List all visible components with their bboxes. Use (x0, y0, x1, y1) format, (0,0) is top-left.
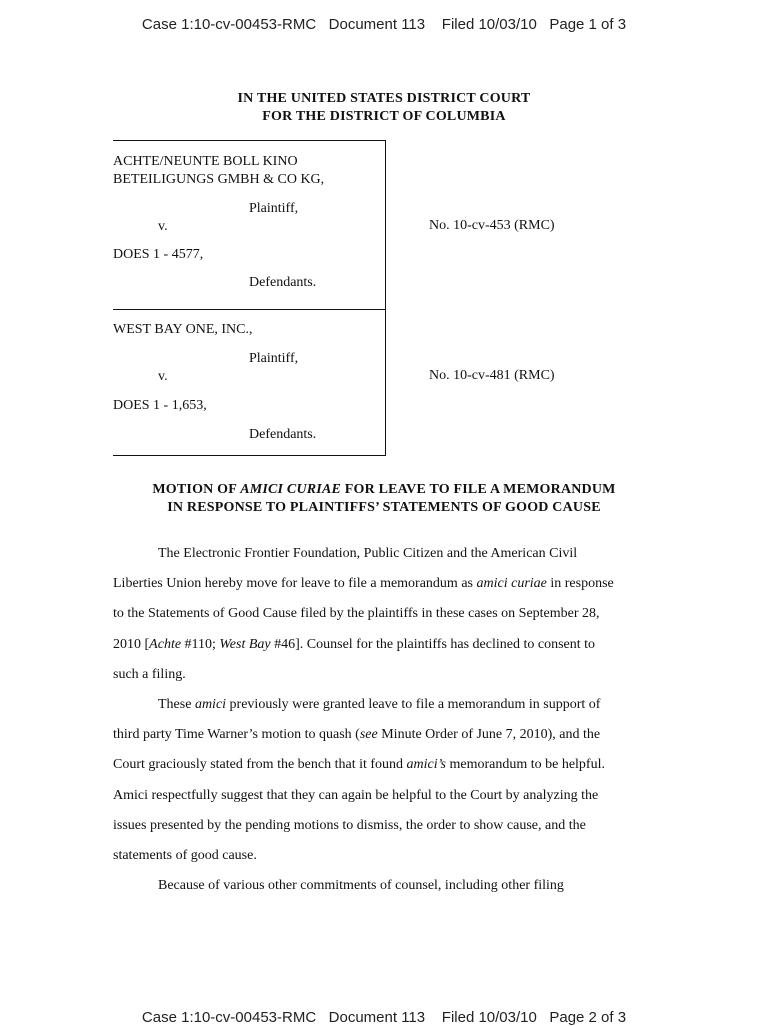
court-heading-line2: FOR THE DISTRICT OF COLUMBIA (262, 109, 506, 124)
court-heading (0, 90, 768, 126)
p2-line5: issues presented by the pending motions to dismiss, the order to show cause, and the (113, 817, 586, 833)
case1-versus: v. (158, 219, 168, 234)
motion-title-italic: AMICI CURIAE (240, 482, 342, 497)
case1-plaintiff-role: Plaintiff, (249, 201, 299, 216)
motion-title-pre: MOTION OF (152, 482, 241, 497)
case2-number: No. 10-cv-481 (RMC) (429, 368, 555, 383)
case1-defendant-role: Defendants. (249, 275, 317, 290)
paragraph-3 (113, 871, 658, 901)
p2-line6: statements of good cause. (113, 848, 257, 864)
case-caption (113, 140, 386, 456)
p3-line1: Because of various other commitments of counsel, including other filing (158, 878, 564, 894)
p1-line4: 2010 [Achte #110; West Bay #46]. Counsel for the plaintiffs has declined to consent to (113, 636, 596, 652)
paragraph-1 (113, 539, 658, 690)
case1-plaintiff-line1: ACHTE/NEUNTE BOLL KINO (113, 154, 298, 169)
motion-body (113, 539, 658, 901)
case2-plaintiff-role: Plaintiff, (249, 351, 299, 366)
p2-line1: These amici previously were granted leave to file a memorandum in support of (158, 697, 601, 713)
page-header-next: Case 1:10-cv-00453-RMC Document 113 Filed 10/03/10 Page 2 of 3 (141, 1009, 627, 1026)
case2-defendant-role: Defendants. (249, 427, 317, 442)
p2-line2: third party Time Warner’s motion to quash (see Minute Order of June 7, 2010), and the (113, 727, 601, 743)
motion-title-line2: IN RESPONSE TO PLAINTIFFS’ STATEMENTS OF GOOD CAUSE (167, 500, 601, 515)
case2-defendant: DOES 1 - 1,653, (113, 398, 207, 413)
p1-line1: The Electronic Frontier Foundation, Public Citizen and the American Civil (158, 546, 578, 561)
caption-block-case1 (113, 140, 385, 309)
case2-plaintiff: WEST BAY ONE, INC., (113, 322, 253, 337)
court-heading-line1: IN THE UNITED STATES DISTRICT COURT (237, 91, 531, 106)
case1-number: No. 10-cv-453 (RMC) (429, 218, 555, 233)
paragraph-2 (113, 690, 658, 871)
p2-line3: Court graciously stated from the bench that it found amici’s memorandum to be helpful. (113, 757, 605, 773)
case1-defendant: DOES 1 - 4577, (113, 247, 204, 262)
p1-line5: such a filing. (113, 666, 186, 682)
case2-versus: v. (158, 369, 168, 384)
case1-plaintiff-line2: BETEILIGUNGS GMBH & CO KG, (113, 172, 325, 187)
page-header: Case 1:10-cv-00453-RMC Document 113 Filed 10/03/10 Page 1 of 3 (141, 16, 627, 33)
caption-block-case2 (113, 309, 385, 456)
p2-line4: Amici respectfully suggest that they can again be helpful to the Court by analyzing the (113, 787, 599, 803)
p1-line2: Liberties Union hereby move for leave to file a memorandum as amici curiae in response (113, 576, 614, 592)
motion-title-post: FOR LEAVE TO FILE A MEMORANDUM (341, 482, 616, 497)
p1-line3: to the Statements of Good Cause filed by the plaintiffs in these cases on September 28, (113, 606, 600, 622)
motion-title (0, 481, 768, 517)
motion-title-line1 (0, 481, 768, 499)
